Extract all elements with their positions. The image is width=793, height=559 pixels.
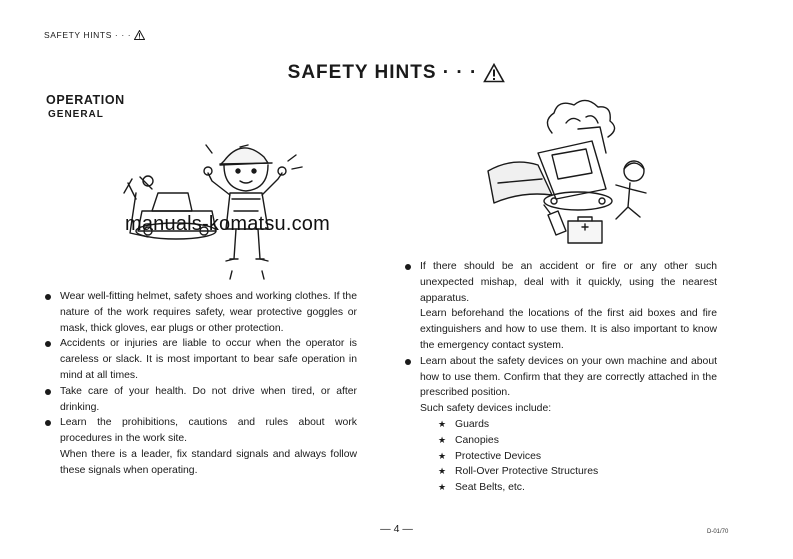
bullet-item <box>44 415 357 447</box>
warning-triangle-icon <box>483 63 505 83</box>
bullet-icon <box>405 264 411 270</box>
list-item-text: Seat Belts, etc. <box>455 482 525 494</box>
bullet-item <box>404 259 717 306</box>
left-column <box>44 289 357 479</box>
bullet-icon <box>45 420 51 426</box>
bullet-item <box>44 289 357 336</box>
running-header-text: SAFETY HINTS · · · <box>44 30 132 40</box>
bullet-text: Take care of your health. Do not drive when tired, or after drinking. <box>60 385 357 413</box>
page-title-text: SAFETY HINTS · · · <box>287 62 478 83</box>
bullet-text: Accidents or injuries are liable to occur when the operator is careless or slack. It is most important to bear safe operation in mind at all times. <box>60 338 357 381</box>
star-icon: ★ <box>438 450 447 461</box>
list-item <box>438 480 717 496</box>
section-heading: OPERATION <box>46 93 125 107</box>
bullet-text: Wear well-fitting helmet, safety shoes and working clothes. If the nature of the work requires safety, wear protective goggles or mask, thick gloves, ear plugs or other protection. <box>60 291 357 334</box>
star-icon: ★ <box>438 418 447 429</box>
star-icon: ★ <box>438 434 447 445</box>
watermark: manuals-komatsu.com <box>125 213 330 235</box>
warning-triangle-icon <box>134 30 145 40</box>
safety-devices-list <box>404 417 717 496</box>
list-item <box>438 417 717 433</box>
bullet-item <box>44 336 357 383</box>
right-column <box>404 259 717 496</box>
star-icon: ★ <box>438 466 447 477</box>
list-item-text: Roll-Over Protective Structures <box>455 466 599 478</box>
bullet-text: Learn the prohibitions, cautions and rules about work procedures in the work site. <box>60 417 357 445</box>
accident-illustration <box>482 93 662 253</box>
operator-illustration <box>112 133 312 281</box>
bullet-item <box>44 384 357 416</box>
list-item-text: Guards <box>455 418 490 430</box>
list-item <box>438 449 717 465</box>
bullet-icon <box>405 359 411 365</box>
bullet-continuation: Learn beforehand the locations of the first aid boxes and fire extinguishers and how to use them. It is also important to know the emergency contact system. <box>420 308 717 351</box>
bullet-icon <box>45 389 51 395</box>
subsection-heading: GENERAL <box>48 109 104 120</box>
bullet-text: If there should be an accident or fire or any other such unexpected mishap, deal with it quickly, using the nearest apparatus. <box>420 261 717 304</box>
bullet-item <box>404 354 717 401</box>
list-item-text: Canopies <box>455 434 499 446</box>
bullet-continuation: When there is a leader, fix standard signals and always follow these signals when operating. <box>60 448 357 476</box>
page-title <box>0 62 793 84</box>
document-code: D-01/70 <box>707 529 729 535</box>
list-item-text: Protective Devices <box>455 450 542 462</box>
star-icon: ★ <box>438 482 447 493</box>
list-item <box>438 433 717 449</box>
bullet-icon <box>45 294 51 300</box>
page-number: — 4 — <box>380 523 413 535</box>
list-item <box>438 464 717 480</box>
bullet-icon <box>45 341 51 347</box>
running-header <box>44 30 145 40</box>
bullet-continuation: Such safety devices include: <box>420 403 552 415</box>
bullet-text: Learn about the safety devices on your own machine and about how to use them. Confirm that they are correctly attached in the prescribed position. <box>420 355 717 399</box>
